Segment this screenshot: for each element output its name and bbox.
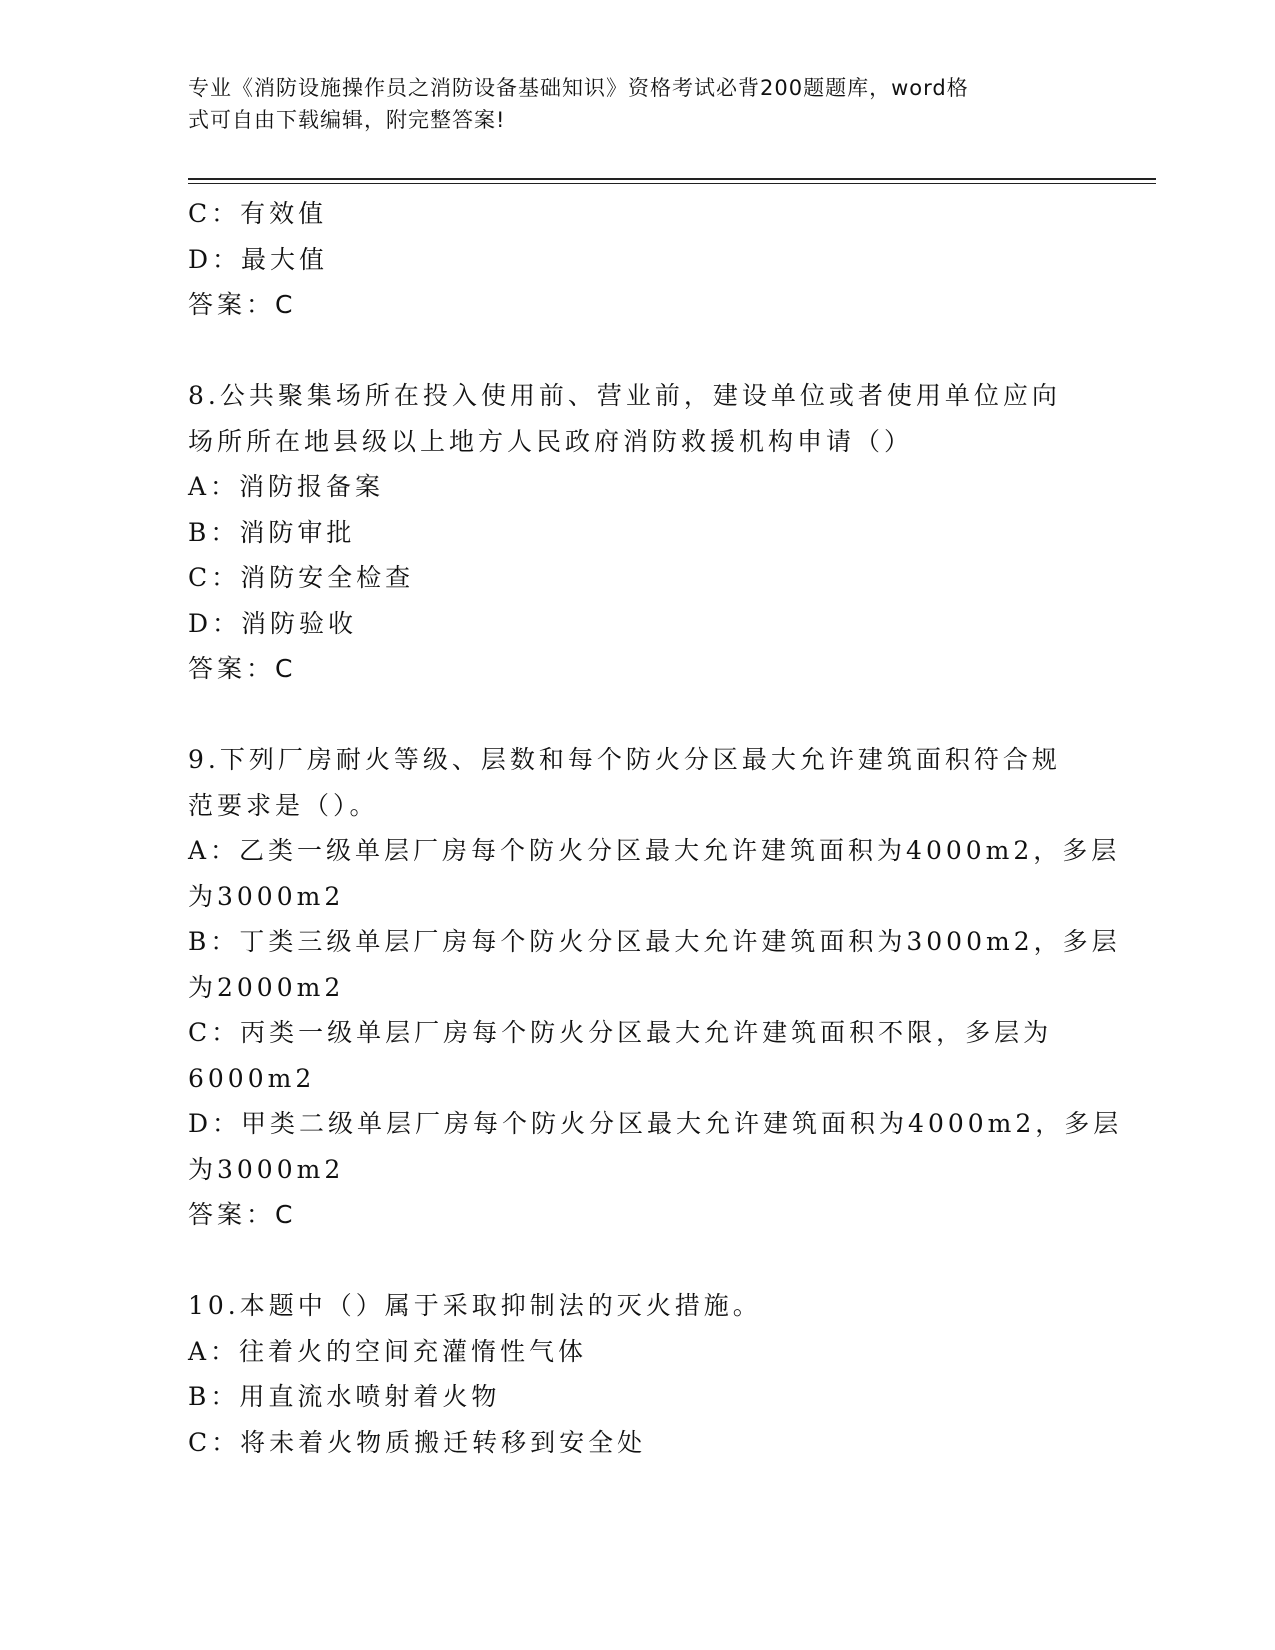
header-line-1: 专业《消防设施操作员之消防设备基础知识》资格考试必背200题题库，word格 xyxy=(188,76,969,100)
option-d-continued: 为3000m2 xyxy=(188,1154,345,1184)
question-10 xyxy=(188,1283,1088,1465)
option-d: D：消防验收 xyxy=(188,608,358,638)
header-rule-thick xyxy=(188,178,1156,180)
option-a: A：乙类一级单层厂房每个防火分区最大允许建筑面积为4000m2，多层 xyxy=(188,836,1121,865)
question-stem-line: 场所所在地县级以上地方人民政府消防救援机构申请（） xyxy=(188,426,914,456)
question-list xyxy=(188,191,1123,1465)
question-stem-line: 范要求是（）。 xyxy=(188,790,379,820)
header-line-2: 式可自由下载编辑，附完整答案! xyxy=(188,108,506,132)
question-7-tail xyxy=(188,191,1088,328)
option-c-continued: 6000m2 xyxy=(188,1063,316,1093)
spacer xyxy=(188,692,1088,738)
option-d: D：最大值 xyxy=(188,244,329,274)
option-b: B：消防审批 xyxy=(188,517,356,547)
header-rule-thin xyxy=(188,183,1156,184)
spacer xyxy=(188,328,1088,374)
answer: 答案：C xyxy=(188,654,297,683)
option-c: C：丙类一级单层厂房每个防火分区最大允许建筑面积不限，多层为 xyxy=(188,1018,1053,1047)
option-c: C：有效值 xyxy=(188,199,328,228)
option-c: C：消防安全检查 xyxy=(188,563,415,592)
spacer xyxy=(188,1238,1088,1284)
option-b-continued: 为2000m2 xyxy=(188,972,345,1002)
question-stem-line: 10.本题中（）属于采取抑制法的灭火措施。 xyxy=(188,1291,762,1320)
question-9 xyxy=(188,737,1123,1238)
question-stem-line: 9.下列厂房耐火等级、层数和每个防火分区最大允许建筑面积符合规 xyxy=(188,745,1061,774)
question-8 xyxy=(188,373,1088,692)
document-header xyxy=(188,72,1078,136)
option-c: C：将未着火物质搬迁转移到安全处 xyxy=(188,1427,647,1457)
answer: 答案：C xyxy=(188,290,297,319)
option-d: D：甲类二级单层厂房每个防火分区最大允许建筑面积为4000m2，多层 xyxy=(188,1109,1123,1138)
option-a: A：消防报备案 xyxy=(188,472,385,501)
option-b: B：用直流水喷射着火物 xyxy=(188,1382,501,1411)
option-a: A：往着火的空间充灌惰性气体 xyxy=(188,1336,588,1366)
question-stem-line: 8.公共聚集场所在投入使用前、营业前，建设单位或者使用单位应向 xyxy=(188,381,1061,410)
answer: 答案：C xyxy=(188,1200,297,1229)
option-a-continued: 为3000m2 xyxy=(188,881,345,911)
option-b: B：丁类三级单层厂房每个防火分区最大允许建筑面积为3000m2，多层 xyxy=(188,927,1121,956)
